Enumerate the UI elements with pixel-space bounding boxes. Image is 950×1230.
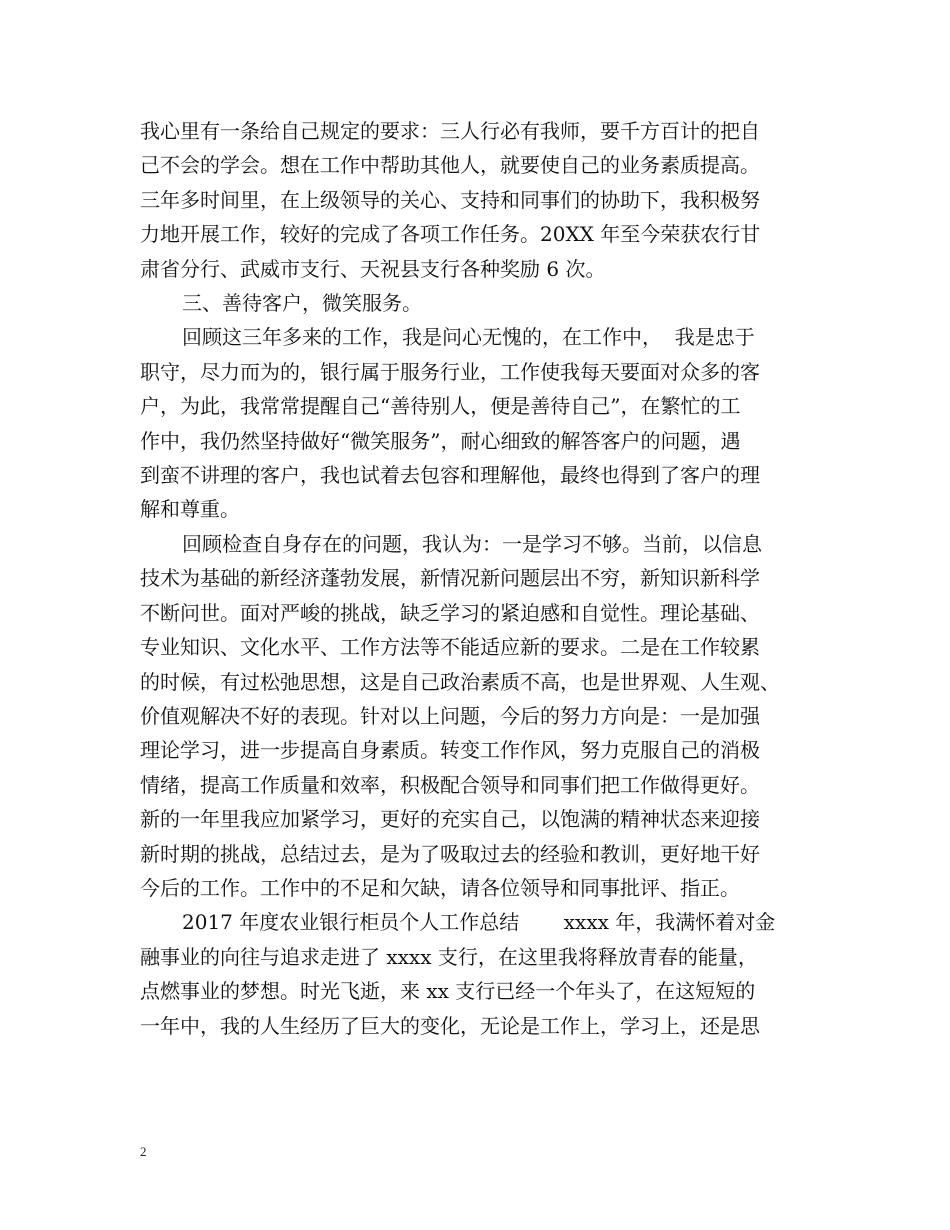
paragraph-3 xyxy=(140,527,830,905)
text-line: 三年多时间里，在上级领导的关心、支持和同事们的协助下，我积极努 xyxy=(140,187,760,212)
text-line: 专业知识、文化水平、工作方法等不能适应新的要求。二是在工作较累 xyxy=(140,635,760,660)
text-line: 价值观解决不好的表现。针对以上问题，今后的努力方向是：一是加强 xyxy=(140,703,760,728)
paragraph-4 xyxy=(140,905,830,1043)
text-line: 职守，尽力而为的，银行属于服务行业，工作使我每天要面对众多的客 xyxy=(140,359,760,384)
text-line: 到蛮不讲理的客户，我也试着去包容和理解他，最终也得到了客户的理 xyxy=(140,463,760,488)
text-line: 的时候，有过松弛思想，这是自己政治素质不高，也是世界观、人生观、 xyxy=(140,669,780,694)
text-line: 情绪，提高工作质量和效率，积极配合领导和同事们把工作做得更好。 xyxy=(140,772,760,797)
text-line: 己不会的学会。想在工作中帮助其他人，就要使自己的业务素质提高。 xyxy=(140,153,760,178)
section-heading-text: 三、善待客户，微笑服务。 xyxy=(182,291,422,316)
text-line: 一年中，我的人生经历了巨大的变化，无论是工作上，学习上，还是思 xyxy=(140,1013,760,1038)
text-line: 点燃事业的梦想。时光飞逝，来 xx 支行已经一个年头了，在这短短的 xyxy=(140,979,756,1004)
paragraph-1 xyxy=(140,114,830,286)
text-line: 今后的工作。工作中的不足和欠缺，请各位领导和同事批评、指正。 xyxy=(140,875,740,900)
text-line: 我心里有一条给自己规定的要求：三人行必有我师，要千方百计的把自 xyxy=(140,119,760,143)
text-line: 户，为此，我常常提醒自己“善待别人，便是善待自己”，在繁忙的工 xyxy=(140,394,741,419)
text-line: 回顾这三年多来的工作，我是问心无愧的，在工作中， 我是忠于 xyxy=(182,325,755,350)
text-line: 解和尊重。 xyxy=(140,497,240,522)
section-heading xyxy=(140,286,830,320)
paragraph-2 xyxy=(140,320,830,526)
page-number: 2 xyxy=(140,1144,147,1159)
text-line: 新的一年里我应加紧学习，更好的充实自己，以饱满的精神状态来迎接 xyxy=(140,807,760,832)
text-line: 肃省分行、武威市支行、天祝县支行各种奖励 6 次。 xyxy=(140,256,606,281)
text-line: 新时期的挑战，总结过去，是为了吸取过去的经验和教训，更好地干好 xyxy=(140,841,760,866)
text-line: 不断问世。面对严峻的挑战，缺乏学习的紧迫感和自觉性。理论基础、 xyxy=(140,600,760,625)
text-line: 2017 年度农业银行柜员个人工作总结 xxxx 年，我满怀着对金 xyxy=(182,910,776,935)
body-text xyxy=(140,114,830,1043)
text-line: 融事业的向往与追求走进了 xxxx 支行，在这里我将释放青春的能量， xyxy=(140,944,758,969)
text-line: 作中，我仍然坚持做好“微笑服务”，耐心细致的解答客户的问题，遇 xyxy=(140,428,741,453)
text-line: 回顾检查自身存在的问题，我认为：一是学习不够。当前，以信息 xyxy=(182,531,762,556)
text-line: 力地开展工作，较好的完成了各项工作任务。20XX 年至今荣获农行甘 xyxy=(140,222,761,247)
text-line: 技术为基础的新经济蓬勃发展，新情况新问题层出不穷，新知识新科学 xyxy=(140,566,760,591)
text-line: 理论学习，进一步提高自身素质。转变工作作风，努力克服自己的消极 xyxy=(140,738,760,763)
